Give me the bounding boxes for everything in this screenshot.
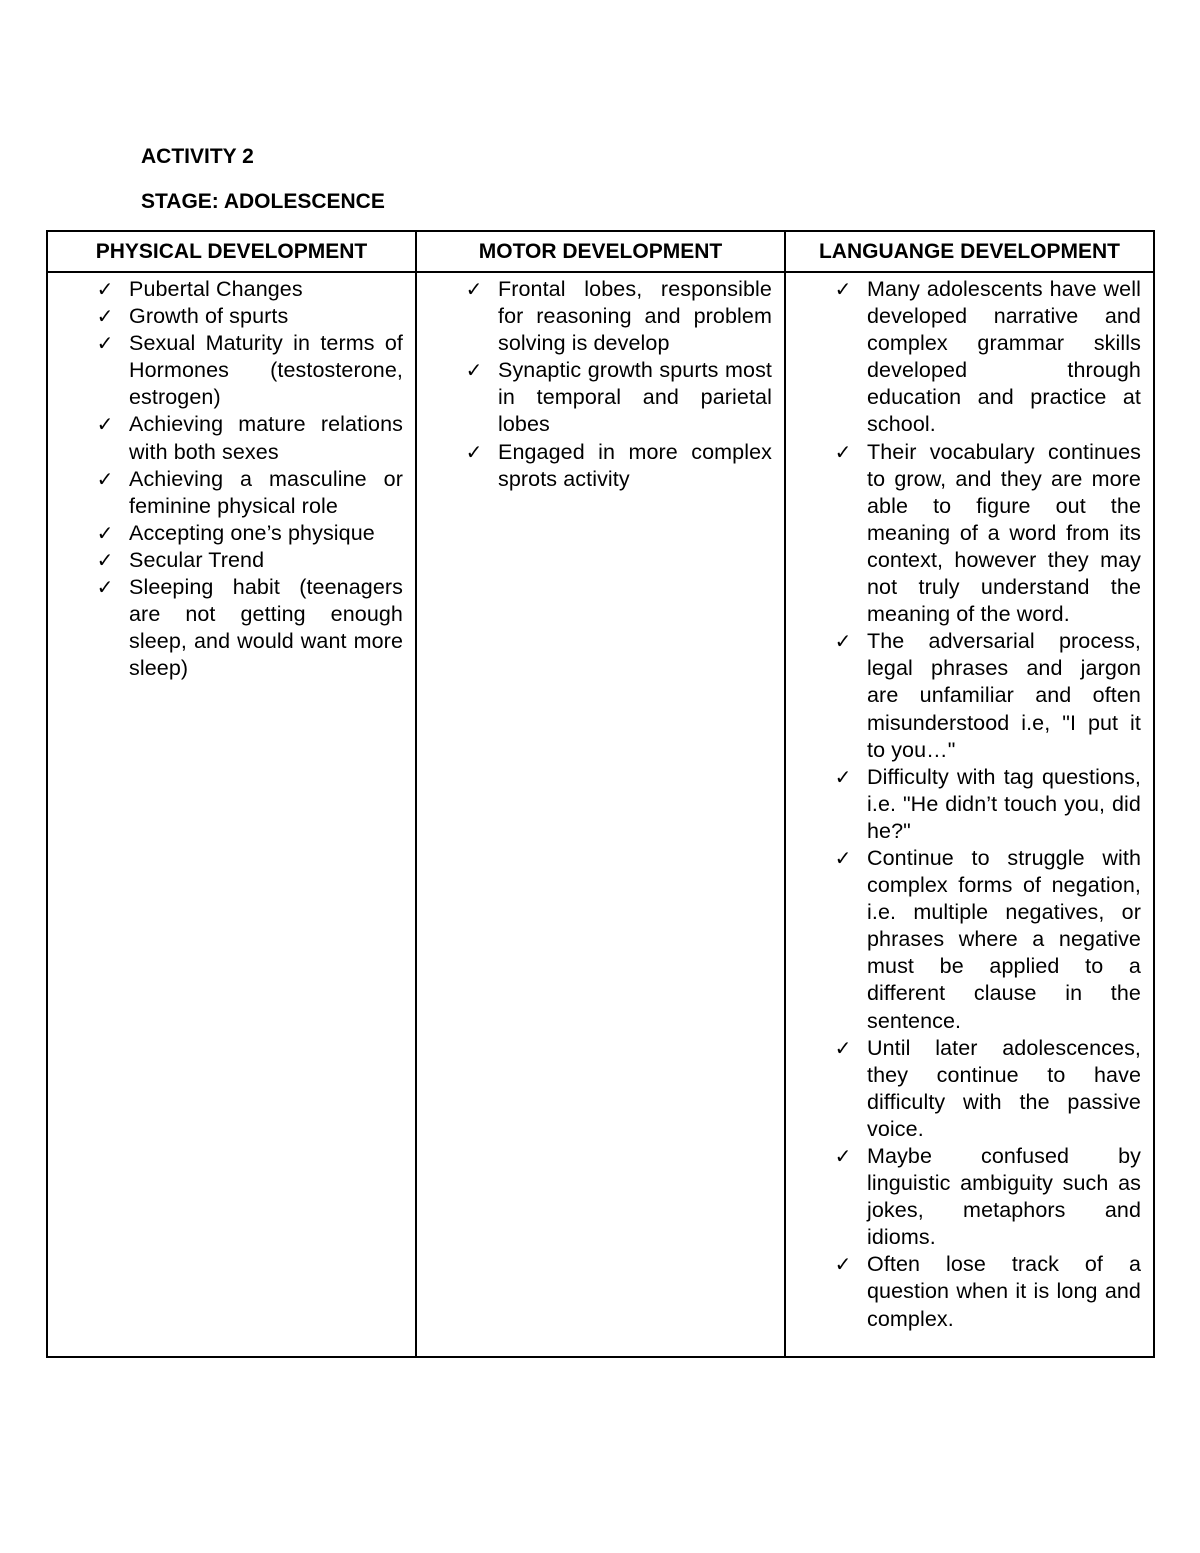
list-item-text: Sexual Maturity in terms of Hormones (testosterone, estrogen)	[129, 331, 403, 410]
list-item-text: Sleeping habit (teenagers are not getting enough sleep, and would want more sleep)	[129, 575, 403, 681]
check-mark-icon: ✓	[465, 277, 483, 301]
list-item-text: Maybe confused by linguistic ambiguity such as jokes, metaphors and idioms.	[867, 1144, 1141, 1250]
physical-development-list	[48, 273, 415, 682]
development-table	[46, 230, 1155, 1358]
list-item-text: The adversarial process, legal phrases and jargon are unfamiliar and often misunderstood i.e, "I put it to you…"	[867, 629, 1141, 762]
list-item-text: Continue to struggle with complex forms of negation, i.e. multiple negatives, or phrases where a negative must be applied to a different clause in the sentence.	[867, 845, 1141, 1033]
activity-title: ACTIVITY 2	[141, 145, 254, 168]
list-item-text: Synaptic growth spurts most in temporal and parietal lobes	[498, 358, 772, 437]
table-body-row	[47, 272, 1154, 1357]
check-mark-icon: ✓	[96, 277, 114, 301]
check-mark-icon: ✓	[96, 547, 114, 572]
header-language-development: LANGUANGE DEVELOPMENT	[785, 231, 1154, 272]
list-item	[48, 411, 403, 465]
list-item	[786, 1251, 1141, 1332]
list-item	[48, 276, 403, 303]
list-item	[48, 466, 403, 520]
header-physical-development: PHYSICAL DEVELOPMENT	[47, 231, 416, 272]
table-header-row	[47, 231, 1154, 272]
list-item-text: Frontal lobes, responsible for reasoning and problem solving is develop	[498, 277, 772, 356]
list-item	[48, 303, 403, 330]
list-item	[417, 357, 772, 438]
check-mark-icon: ✓	[96, 466, 114, 491]
check-mark-icon: ✓	[96, 412, 114, 437]
list-item-text: Secular Trend	[129, 547, 265, 572]
list-item	[786, 1035, 1141, 1143]
check-mark-icon: ✓	[834, 277, 852, 301]
check-mark-icon: ✓	[834, 629, 852, 654]
language-development-cell	[785, 272, 1154, 1357]
list-item-text: Many adolescents have well developed narrative and complex grammar skills developed through education and practice at school.	[867, 277, 1141, 437]
list-item-text: Often lose track of a question when it is long and complex.	[867, 1252, 1141, 1331]
check-mark-icon: ✓	[834, 845, 852, 870]
check-mark-icon: ✓	[465, 439, 483, 464]
physical-development-cell	[47, 272, 416, 1357]
list-item	[417, 276, 772, 357]
list-item	[417, 439, 772, 493]
list-item-text: Achieving mature relations with both sexes	[129, 412, 403, 464]
check-mark-icon: ✓	[834, 439, 852, 464]
list-item	[48, 574, 403, 682]
language-development-list	[786, 273, 1153, 1333]
check-mark-icon: ✓	[834, 1252, 852, 1277]
list-item	[786, 845, 1141, 1035]
list-item	[786, 439, 1141, 629]
check-mark-icon: ✓	[96, 520, 114, 545]
motor-development-cell	[416, 272, 785, 1357]
list-item-text: Until later adolescences, they continue to have difficulty with the passive voice.	[867, 1035, 1141, 1141]
list-item-text: Difficulty with tag questions, i.e. "He didn’t touch you, did he?"	[867, 764, 1141, 843]
list-item-text: Growth of spurts	[129, 304, 289, 329]
list-item	[48, 547, 403, 574]
list-item	[786, 628, 1141, 763]
check-mark-icon: ✓	[465, 358, 483, 383]
check-mark-icon: ✓	[96, 304, 114, 329]
list-item	[786, 764, 1141, 845]
list-item-text: Pubertal Changes	[129, 277, 303, 301]
check-mark-icon: ✓	[96, 575, 114, 600]
check-mark-icon: ✓	[834, 1144, 852, 1168]
list-item	[48, 330, 403, 411]
list-item	[48, 520, 403, 547]
list-item	[786, 276, 1141, 439]
check-mark-icon: ✓	[96, 331, 114, 356]
list-item-text: Their vocabulary continues to grow, and they are more able to figure out the meaning of a word from its context, however they may not truly understand the meaning of the word.	[867, 439, 1141, 627]
list-item-text: Engaged in more complex sprots activity	[498, 439, 772, 491]
list-item-text: Accepting one’s physique	[129, 520, 375, 545]
header-motor-development: MOTOR DEVELOPMENT	[416, 231, 785, 272]
list-item-text: Achieving a masculine or feminine physical role	[129, 466, 403, 518]
check-mark-icon: ✓	[834, 1035, 852, 1060]
list-item	[786, 1143, 1141, 1251]
motor-development-list	[417, 273, 784, 493]
stage-title: STAGE: ADOLESCENCE	[141, 190, 385, 213]
check-mark-icon: ✓	[834, 764, 852, 789]
